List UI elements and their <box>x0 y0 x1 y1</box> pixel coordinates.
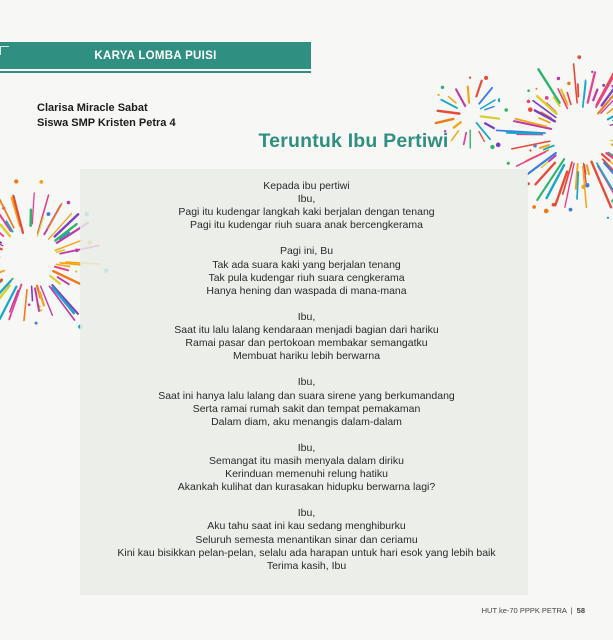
confetti-dot <box>441 86 444 89</box>
footer-separator: | <box>570 606 573 615</box>
confetti-streak <box>454 122 461 127</box>
confetti-streak <box>468 87 469 103</box>
confetti-streak <box>567 93 571 105</box>
poem-line: Dalam diam, aku menangis dalam-dalam <box>211 415 402 428</box>
confetti-dot <box>527 89 530 92</box>
poem-line: Kepada ibu pertiwi <box>263 180 350 192</box>
poem-line: Saat ini hanya lalu lalang dan suara sirene yang berkumandang <box>158 389 455 402</box>
section-label: KARYA LOMBA PUISI <box>94 49 217 62</box>
author-school: Siswa SMP Kristen Petra 4 <box>37 117 176 129</box>
poem-line: Ibu, <box>297 507 316 520</box>
poem-line: Kini kau bisikkan pelan-pelan, selalu ada harapan untuk hari esok yang lebih baik <box>117 546 496 559</box>
confetti-streak <box>476 81 481 97</box>
poem-stanza <box>0 376 613 428</box>
confetti-dot <box>545 96 549 100</box>
confetti-dot <box>469 77 471 79</box>
poem-line: Akankah kulihat dan kurasakan hidupku berwarna lagi? <box>177 481 436 494</box>
poem-line: Ramai pasar dan pertokoan membakar semangatku <box>185 337 428 350</box>
poem-line: Saat itu lalu lalang kendaraan menjadi bagian dari hariku <box>174 324 439 337</box>
poem-body <box>0 180 613 573</box>
confetti-streak <box>578 84 579 96</box>
confetti-dot <box>507 162 510 165</box>
poem-stanza <box>0 311 613 363</box>
confetti-streak <box>538 69 559 102</box>
confetti-dot <box>498 98 500 102</box>
confetti-dot <box>535 88 537 90</box>
confetti-streak <box>574 64 578 103</box>
footer-label: HUT ke-70 PPPK PETRA <box>481 606 567 615</box>
confetti-dot <box>437 94 439 96</box>
poem-line: Ibu, <box>297 310 316 323</box>
confetti-streak <box>527 153 556 174</box>
poem-title: Teruntuk Ibu Pertiwi <box>258 130 449 152</box>
poem-stanza <box>0 180 613 232</box>
author-block <box>37 101 176 131</box>
poem-line: Aku tahu saat ini kau sedang menghiburku <box>207 520 406 533</box>
poem-line: Tak ada suara kaki yang berjalan tenang <box>212 258 401 271</box>
confetti-dot <box>484 76 488 80</box>
confetti-dot <box>504 108 507 111</box>
page-footer <box>482 606 585 615</box>
confetti-streak <box>448 97 455 103</box>
poem-line: Kerinduan memenuhi relung hatiku <box>225 468 388 481</box>
author-name: Clarisa Miracle Sabat <box>37 102 148 114</box>
poem-stanza <box>0 507 613 572</box>
poem-line: Hanya hening dan waspada di mana-mana <box>206 284 407 297</box>
confetti-dot <box>577 55 581 59</box>
confetti-streak <box>436 119 453 123</box>
confetti-streak <box>481 116 500 118</box>
poem-line: Membuat hariku lebih berwarna <box>232 350 381 363</box>
poem-stanza <box>0 245 613 297</box>
poem-line: Ibu, <box>297 193 316 206</box>
poem-line: Serta ramai rumah sakit dan tempat pemakaman <box>192 402 421 415</box>
banner-underline <box>0 71 311 73</box>
poem-line: Pagi itu kudengar riuh suara anak bercengkerama <box>190 219 423 232</box>
confetti-dot <box>591 71 593 73</box>
confetti-streak <box>587 165 589 174</box>
confetti-streak <box>593 89 597 100</box>
confetti-dot <box>557 77 560 80</box>
confetti-streak <box>456 89 465 106</box>
poem-line: Pagi itu kudengar langkah kaki berjalan dengan tenang <box>178 206 435 219</box>
page-number: 58 <box>576 606 585 615</box>
poem-line: Ibu, <box>297 441 316 454</box>
section-banner <box>0 42 311 69</box>
poem-stanza <box>0 442 613 494</box>
poem-line: Seluruh semesta menantikan sinar dan ceriamu <box>195 533 418 546</box>
confetti-dot <box>527 100 531 104</box>
confetti-streak <box>438 111 460 114</box>
poem-line: Pagi ini, Bu <box>279 245 334 258</box>
confetti-dot <box>567 82 570 85</box>
confetti-dot <box>528 107 533 112</box>
poem-line: Terima kasih, Ibu <box>266 559 347 572</box>
confetti-streak <box>479 88 492 104</box>
confetti-dot <box>602 84 605 87</box>
poem-line: Semangat itu masih menyala dalam diriku <box>209 454 404 467</box>
confetti-streak <box>485 123 494 128</box>
poem-line: Ibu, <box>297 376 316 389</box>
poem-line: Tak pula kudengar riuh suara cengkerama <box>208 271 405 284</box>
confetti-streak <box>485 107 494 110</box>
